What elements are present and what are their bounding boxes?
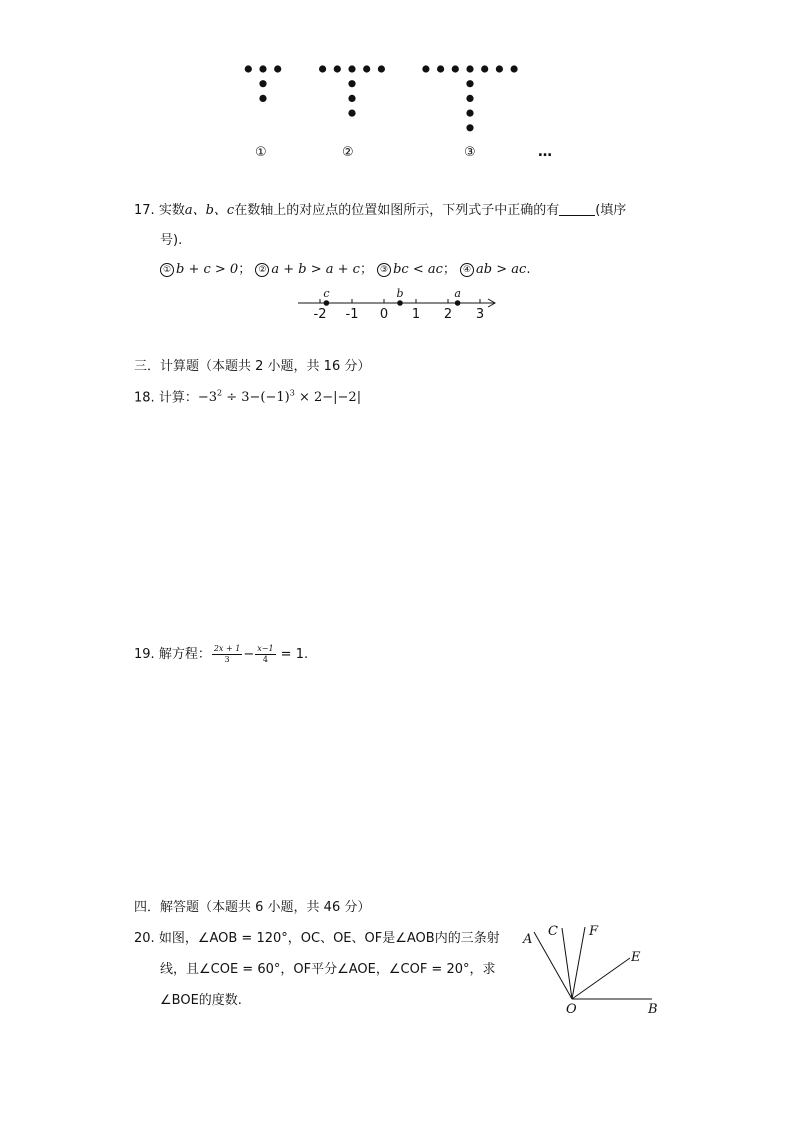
q19-minus: −: [243, 647, 255, 662]
section3-heading: 三．计算题（本题共 2 小题，共 16 分）: [134, 359, 371, 374]
q17-vars: a、b、c: [184, 203, 235, 218]
number-line-point-label: b: [396, 287, 404, 300]
label-b: B: [648, 1002, 658, 1017]
q17-option-2: ② a + b > a + c；: [255, 262, 373, 277]
number-line-point-label: a: [454, 287, 461, 300]
number-line-tick-label: -1: [345, 307, 359, 322]
q17-text-c: (填序: [595, 203, 627, 218]
pattern-label-2: ②: [342, 145, 354, 160]
q17-option-1: ① b + c > 0；: [160, 262, 251, 277]
q20-line3: ∠BOE的度数.: [160, 993, 242, 1008]
number-line-tick-label: 1: [411, 307, 421, 322]
q17-option-4: ④ ab > ac.: [460, 262, 530, 277]
label-c: C: [548, 924, 558, 939]
ray-oa: [534, 932, 572, 999]
q17-text-b: 在数轴上的对应点的位置如图所示，下列式子中正确的有: [234, 203, 560, 218]
q19-fraction-1: $\frac{2x + 1}{3}$: [213, 644, 241, 664]
ray-oc: [562, 928, 572, 999]
pattern-label-3: ③: [464, 145, 476, 160]
q19-rhs: = 1.: [276, 647, 309, 662]
q20-text-1: 如图，∠AOB = 120°，OC、OE、OF是∠AOB内的三条射: [158, 931, 500, 946]
number-line-tick-label: 2: [443, 307, 453, 322]
q18-expression: $-3^2 \div 3-(-1)^3 \times 2-|-2|$: [197, 389, 362, 406]
q20-number: 20.: [134, 931, 155, 946]
number-line-tick-label: -2: [313, 307, 327, 322]
q19-label: 解方程：: [158, 647, 211, 662]
pattern-ellipsis: …: [538, 144, 552, 160]
ray-of: [572, 927, 585, 999]
q19-fraction-2: $\frac{x-1}{4}$: [257, 644, 274, 664]
ray-oe: [572, 958, 630, 999]
q20-line2: 线，且∠COE = 60°，OF平分∠AOE，∠COF = 20°，求: [160, 962, 496, 977]
pattern-label-1: ①: [255, 145, 267, 160]
section4-heading: 四．解答题（本题共 6 小题，共 46 分）: [134, 900, 371, 915]
q17-option-3: ③ bc < ac；: [377, 262, 456, 277]
q17-number: 17.: [134, 203, 155, 218]
label-o: O: [566, 1002, 577, 1017]
number-line-point-label: c: [323, 287, 330, 300]
q17-text-a: 实数: [158, 203, 185, 218]
q19-number: 19.: [134, 647, 155, 662]
number-line-tick-label: 3: [475, 307, 485, 322]
label-e: E: [631, 950, 641, 965]
label-f: F: [589, 924, 599, 939]
label-a: A: [523, 932, 533, 947]
q17-line2: 号).: [160, 233, 183, 248]
q18-label: 计算：: [158, 390, 198, 406]
number-line-tick-label: 0: [379, 307, 389, 322]
q18-number: 18.: [134, 390, 155, 406]
